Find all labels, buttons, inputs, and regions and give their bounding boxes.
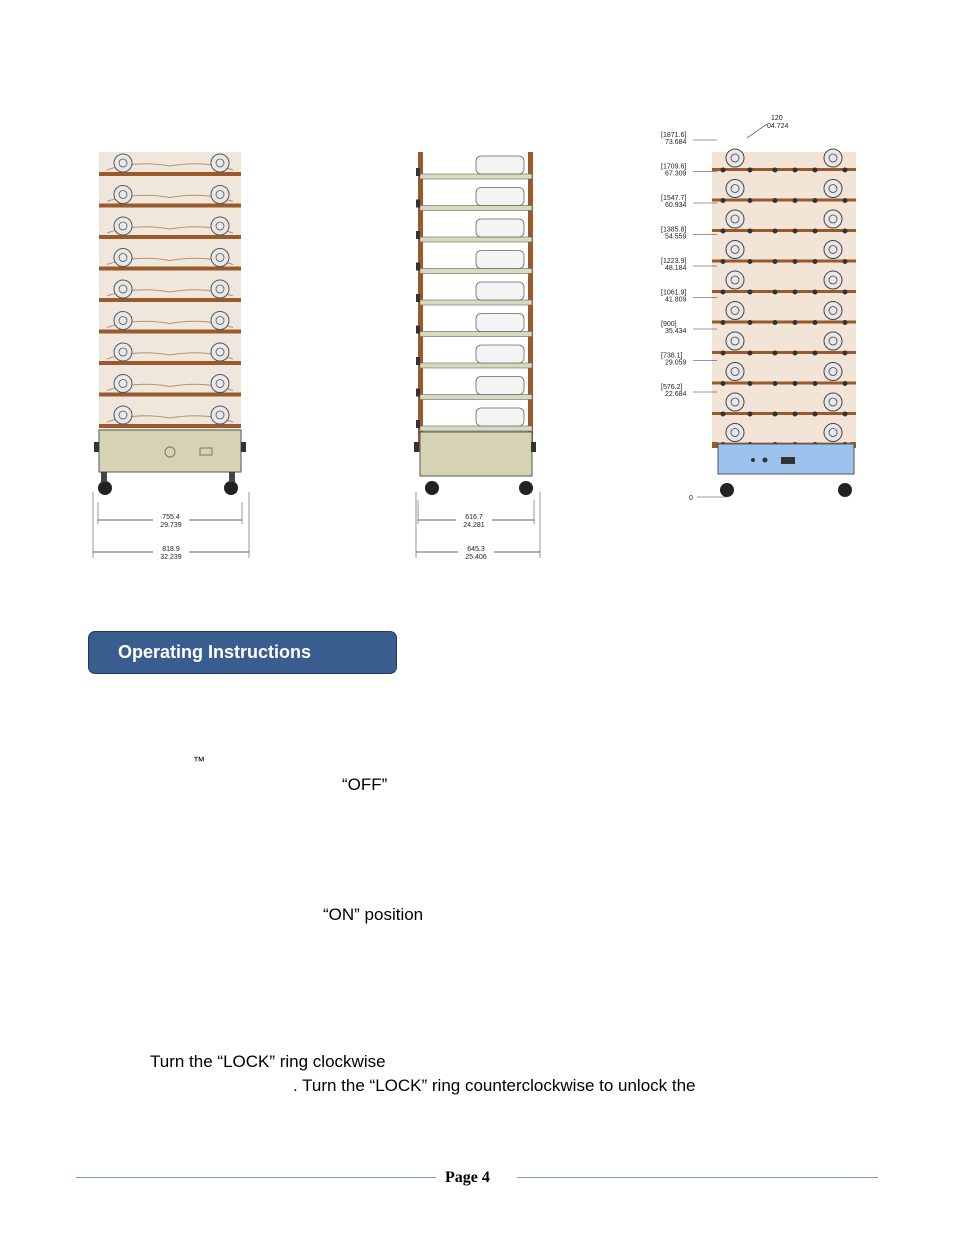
side-shelf (420, 206, 532, 211)
back-top-callout (747, 115, 789, 138)
back-height-mm: [1871.6] (661, 132, 687, 139)
side-shelf (420, 332, 532, 337)
front-inner-in: 29.739 (160, 522, 182, 529)
back-shelf-rail (712, 290, 856, 293)
side-bottle (476, 188, 524, 206)
back-roller-icon (824, 332, 842, 350)
back-height-mm: [900] (661, 321, 677, 328)
back-height-mm: [1223.9] (661, 258, 687, 265)
back-shelf-rail (712, 199, 856, 202)
back-height-label (661, 384, 717, 398)
back-height-label (661, 353, 717, 367)
front-roller-icon (211, 186, 229, 204)
front-roller-icon (211, 217, 229, 235)
front-view-drawing (85, 130, 260, 570)
front-roller-icon (114, 280, 132, 298)
back-height-in: 60.934 (665, 202, 687, 209)
front-shelf-rail (99, 267, 241, 271)
side-shelf (420, 269, 532, 274)
lock-counterclockwise-text: . Turn the “LOCK” ring counterclockwise to unlock the (293, 1076, 696, 1095)
back-roller-icon (824, 149, 842, 167)
lock-clockwise-text: Turn the “LOCK” ring clockwise (150, 1052, 386, 1071)
back-roller-icon (726, 241, 744, 259)
back-height-in: 48.184 (665, 265, 687, 272)
front-shelf-rail (99, 204, 241, 208)
back-height-in: 67.309 (665, 170, 687, 178)
front-dim-inner (98, 502, 242, 530)
front-roller-icon (114, 249, 132, 267)
section-banner (88, 631, 397, 674)
side-shelf (420, 426, 532, 431)
front-roller-icon (211, 249, 229, 267)
front-roller-icon (114, 154, 132, 172)
side-inner-in: 24.281 (463, 522, 485, 529)
back-roller-icon (824, 393, 842, 411)
front-roller-icon (114, 406, 132, 424)
front-roller-icon (114, 343, 132, 361)
front-outer-mm: 818.9 (162, 546, 180, 553)
side-shelf (420, 174, 532, 179)
side-shelf (420, 300, 532, 305)
front-inner-mm: 755.4 (162, 514, 180, 521)
side-rack (414, 152, 536, 495)
back-top-mm: 120 (771, 115, 783, 122)
back-roller-icon (824, 180, 842, 198)
back-height-label (661, 164, 717, 178)
back-height-in: 22.684 (665, 391, 687, 398)
side-bottle (476, 219, 524, 237)
back-height-in: 41.809 (665, 296, 687, 304)
front-roller-icon (211, 280, 229, 298)
back-height-in: 29.059 (665, 359, 687, 367)
front-roller-icon (211, 375, 229, 393)
back-height-mm: [738.1] (661, 352, 683, 360)
page-number: Page 4 (445, 1169, 490, 1186)
front-roller-icon (211, 154, 229, 172)
back-shelf-rail (712, 321, 856, 324)
side-outer-in: 25.406 (465, 554, 487, 561)
back-roller-icon (726, 271, 744, 289)
back-roller-icon (726, 210, 744, 228)
side-inner-mm: 616.7 (465, 514, 483, 521)
side-view-drawing (410, 130, 550, 570)
back-height-mm: [1385.8] (661, 226, 687, 234)
back-roller-icon (824, 302, 842, 320)
back-height-label (661, 195, 717, 209)
back-height-dims (661, 132, 717, 398)
back-rack (712, 149, 856, 497)
front-outer-in: 32.239 (160, 554, 182, 561)
front-roller-icon (211, 343, 229, 361)
back-shelf-rail (712, 229, 856, 232)
back-height-mm: [576.2] (661, 384, 683, 391)
side-bottle (476, 282, 524, 300)
front-roller-icon (114, 217, 132, 235)
back-roller-icon (726, 302, 744, 320)
front-roller-icon (114, 375, 132, 393)
back-height-mm: [1709.6] (661, 163, 687, 171)
back-height-label (661, 290, 717, 304)
side-shelf (420, 395, 532, 400)
side-bottle (476, 345, 524, 363)
back-roller-icon (726, 393, 744, 411)
side-bottle (476, 251, 524, 269)
back-height-in: 73.684 (665, 139, 687, 146)
side-bottle (476, 377, 524, 395)
section-title: Operating Instructions (118, 642, 312, 662)
side-outer-mm: 645.3 (467, 546, 485, 553)
back-roller-icon (824, 424, 842, 442)
off-text: “OFF” (342, 775, 388, 794)
back-height-label (661, 227, 717, 241)
back-shelf-rail (712, 260, 856, 263)
front-shelf-rail (99, 330, 241, 334)
back-roller-icon (824, 210, 842, 228)
front-shelf-rail (99, 393, 241, 397)
front-roller-icon (211, 406, 229, 424)
side-shelf (420, 237, 532, 242)
front-shelf-rail (99, 235, 241, 239)
trademark-symbol: ™ (193, 754, 205, 768)
front-roller-icon (114, 186, 132, 204)
back-roller-icon (726, 180, 744, 198)
back-zero (689, 495, 727, 502)
back-height-mm: [1061.9] (661, 289, 687, 297)
on-position-text: “ON” position (323, 905, 424, 924)
side-bottle (476, 314, 524, 332)
back-zero-label: 0 (689, 495, 693, 502)
back-shelf-rail (712, 412, 856, 415)
back-roller-icon (824, 271, 842, 289)
back-height-in: 35.434 (665, 328, 687, 335)
back-roller-icon (824, 241, 842, 259)
side-bottle (476, 408, 524, 426)
back-height-label (661, 132, 717, 146)
back-roller-icon (726, 424, 744, 442)
back-roller-icon (824, 363, 842, 381)
front-shelf-rail (99, 424, 241, 428)
back-height-label (661, 258, 717, 272)
back-view-drawing (655, 110, 875, 510)
footer-rule-left (76, 1177, 436, 1178)
footer-rule-right (517, 1177, 878, 1178)
side-dim-inner (418, 500, 534, 530)
front-shelf-rail (99, 172, 241, 176)
front-roller-icon (114, 312, 132, 330)
back-height-label (661, 321, 717, 335)
side-shelf (420, 363, 532, 368)
back-shelf-rail (712, 168, 856, 171)
back-roller-icon (726, 332, 744, 350)
back-roller-icon (726, 149, 744, 167)
back-shelf-rail (712, 382, 856, 385)
front-roller-icon (211, 312, 229, 330)
back-shelf-rail (712, 351, 856, 354)
back-top-in: 04.724 (767, 123, 789, 130)
back-height-in: 54.559 (665, 233, 687, 241)
front-shelf-rail (99, 361, 241, 365)
back-roller-icon (726, 363, 744, 381)
front-rack (94, 152, 246, 495)
side-bottle (476, 156, 524, 174)
front-shelf-rail (99, 298, 241, 302)
back-height-mm: [1547.7] (661, 195, 687, 202)
